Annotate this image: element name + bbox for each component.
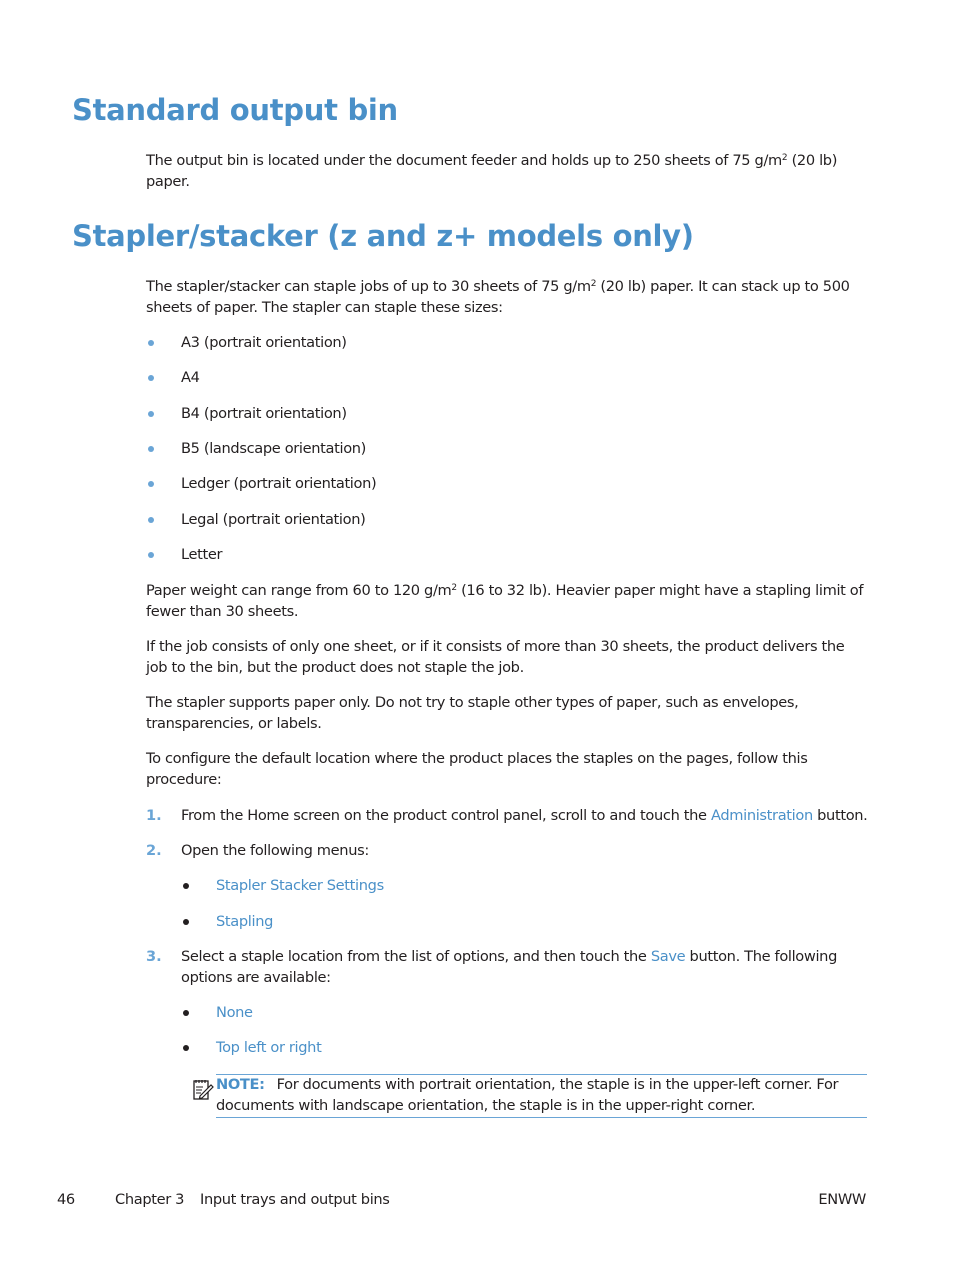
step-2-text: Open the following menus: bbox=[181, 842, 369, 859]
paper-weight-paragraph bbox=[146, 580, 868, 622]
job-sheets-paragraph: If the job consists of only one sheet, or if it consists of more than 30 sheets, the product delivers the job to the bin, but the product does not staple the job. bbox=[146, 638, 845, 676]
option-none-link[interactable]: None bbox=[216, 1004, 253, 1021]
note-icon bbox=[191, 1077, 215, 1101]
step-3-text-b: button. The following options are available: bbox=[181, 948, 837, 986]
note-body: For documents with portrait orientation, the staple is in the upper-left corner. For documents with landscape orientation, the staple is in the upper-right corner. bbox=[216, 1076, 839, 1114]
list-item-text: Legal (portrait orientation) bbox=[181, 511, 366, 528]
bullet-icon bbox=[148, 517, 154, 523]
step-3-text bbox=[181, 946, 871, 988]
paper-only-paragraph: The stapler supports paper only. Do not try to staple other types of paper, such as envelopes, transparencies, or labels. bbox=[146, 694, 799, 732]
output-bin-paragraph bbox=[146, 150, 868, 192]
bullet-icon bbox=[183, 1010, 189, 1016]
list-item-text: Letter bbox=[181, 546, 223, 563]
list-item-text: B5 (landscape orientation) bbox=[181, 440, 367, 457]
stapler-intro-text-b: (20 lb) paper. It can stack up to 500 sheets of paper. The stapler can staple these sizes: bbox=[146, 278, 850, 316]
step-number: 1. bbox=[146, 807, 162, 824]
step-3-text-a: Select a staple location from the list of options, and then touch the bbox=[181, 948, 651, 965]
superscript: 2 bbox=[451, 583, 457, 593]
bullet-icon bbox=[183, 883, 189, 889]
list-item-text: A3 (portrait orientation) bbox=[181, 334, 347, 351]
stapler-intro-paragraph bbox=[146, 276, 868, 318]
paper-weight-text-b: (16 to 32 lb). Heavier paper might have a stapling limit of fewer than 30 sheets. bbox=[146, 582, 864, 620]
note-box bbox=[216, 1074, 867, 1118]
list-item-text: A4 bbox=[181, 369, 200, 386]
save-link[interactable]: Save bbox=[650, 948, 686, 965]
administration-link[interactable]: Administration bbox=[710, 807, 813, 824]
step-number: 2. bbox=[146, 842, 162, 859]
bullet-icon bbox=[148, 481, 154, 487]
bullet-icon bbox=[148, 340, 154, 346]
option-top-left-right-link[interactable]: Top left or right bbox=[216, 1039, 322, 1056]
bullet-icon bbox=[183, 1045, 189, 1051]
step-1-text-a: From the Home screen on the product control panel, scroll to and touch the bbox=[181, 807, 711, 824]
note-text bbox=[216, 1074, 867, 1116]
stapling-link[interactable]: Stapling bbox=[216, 913, 274, 930]
paper-weight-text-a: Paper weight can range from 60 to 120 g/m bbox=[146, 582, 452, 599]
footer-chapter-title: Input trays and output bins bbox=[200, 1191, 390, 1208]
stapler-stacker-settings-link[interactable]: Stapler Stacker Settings bbox=[216, 877, 384, 894]
section-heading-stapler-stacker: Stapler/stacker (z and z+ models only) bbox=[72, 219, 694, 253]
superscript: 2 bbox=[590, 279, 597, 289]
bullet-icon bbox=[148, 552, 154, 558]
bullet-icon bbox=[148, 375, 154, 381]
output-bin-text-b: (20 lb) paper. bbox=[146, 152, 838, 190]
list-item-text: Ledger (portrait orientation) bbox=[181, 475, 377, 492]
bullet-icon bbox=[148, 446, 154, 452]
section-heading-standard-output-bin: Standard output bin bbox=[72, 93, 398, 127]
stapler-intro-text-a: The stapler/stacker can staple jobs of up to 30 sheets of 75 g/m bbox=[146, 278, 591, 295]
note-label: NOTE: bbox=[216, 1076, 265, 1093]
step-number: 3. bbox=[146, 948, 162, 965]
list-item-text: B4 (portrait orientation) bbox=[181, 405, 347, 422]
step-1-text-b: button. bbox=[812, 807, 868, 824]
bullet-icon bbox=[148, 411, 154, 417]
configure-paragraph: To configure the default location where the product places the staples on the pages, follow this procedure: bbox=[146, 750, 808, 788]
output-bin-text-a: The output bin is located under the document feeder and holds up to 250 sheets of 75 g/m bbox=[146, 152, 782, 169]
page-number: 46 bbox=[57, 1191, 75, 1208]
superscript: 2 bbox=[781, 153, 788, 163]
bullet-icon bbox=[183, 919, 189, 925]
footer-chapter: Chapter 3 bbox=[115, 1191, 185, 1208]
footer-edition: ENWW bbox=[818, 1191, 866, 1208]
step-1-text bbox=[181, 805, 871, 826]
